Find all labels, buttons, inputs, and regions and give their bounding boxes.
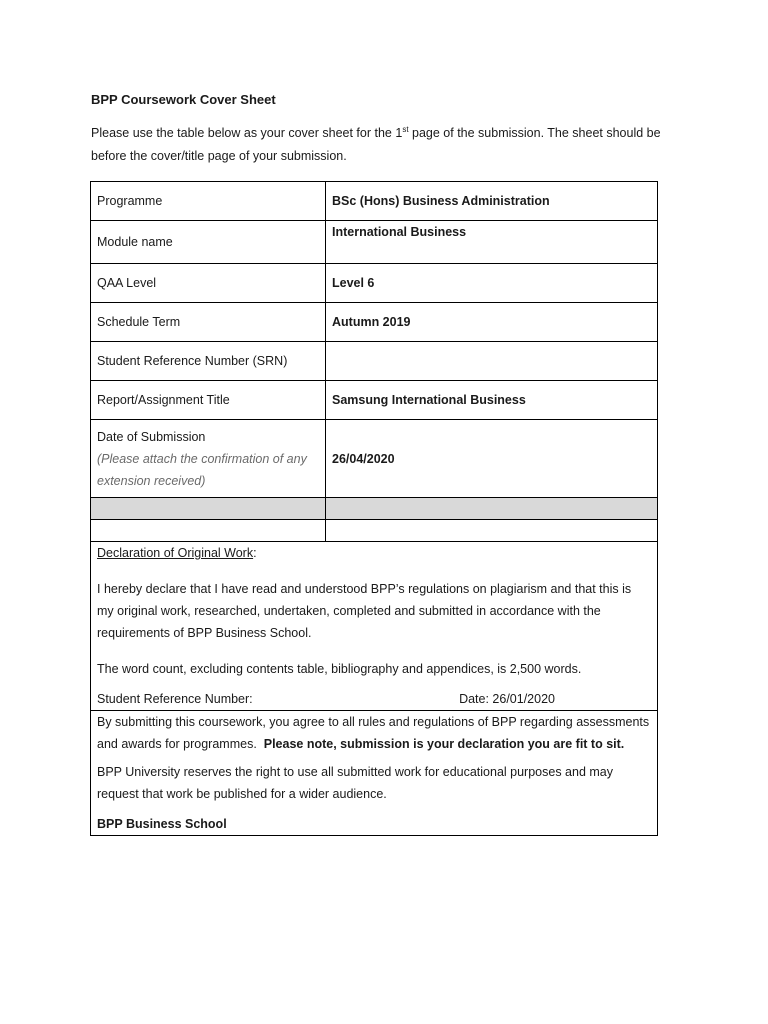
schedule-term-label: Schedule Term (91, 303, 326, 342)
terms-paragraph (97, 711, 651, 755)
row-terms (91, 711, 658, 836)
terms-text: By submitting this coursework, you agree to all rules and regulations of BPP regarding assessments and awards for programmes. (97, 715, 650, 751)
terms-cell (91, 711, 658, 836)
row-srn (91, 342, 658, 381)
row-programme (91, 182, 658, 221)
intro-text-2: page of the submission. The sheet should be before the cover/title page of your submission. (91, 126, 661, 163)
intro-paragraph (91, 122, 671, 168)
declaration-heading: Declaration of Original Work (97, 546, 254, 560)
module-name-label: Module name (91, 221, 326, 264)
srn-signature-label: Student Reference Number: (97, 692, 253, 706)
programme-label: Programme (91, 182, 326, 221)
intro-superscript: st (402, 124, 409, 134)
declaration-text: I hereby declare that I have read and understood BPP’s regulations on plagiarism and that this is my original work, researched, undertaken, completed and submitted in accordance with the requirements of BPP Business School. (97, 582, 632, 640)
blank-cell-right (326, 520, 658, 542)
extension-note: (Please attach the confirmation of any extension received) (97, 451, 307, 488)
declaration-heading-colon: : (253, 546, 257, 560)
signature-row (97, 688, 651, 710)
school-name: BPP Business School (97, 817, 227, 831)
declaration-date: Date: 26/01/2020 (459, 692, 555, 706)
srn-value (326, 342, 658, 381)
assignment-title-label: Report/Assignment Title (91, 381, 326, 420)
row-module-name (91, 221, 658, 264)
programme-value: BSc (Hons) Business Administration (326, 182, 658, 221)
assignment-title-value: Samsung International Business (326, 381, 658, 420)
cover-sheet-table (90, 181, 658, 836)
terms-bold-text: Please note, submission is your declaration you are fit to sit. (263, 737, 625, 751)
row-declaration (91, 542, 658, 711)
schedule-term-value: Autumn 2019 (326, 303, 658, 342)
row-date-of-submission (91, 420, 658, 498)
row-assignment-title (91, 381, 658, 420)
page-title: BPP Coursework Cover Sheet (91, 92, 276, 107)
word-count-text: The word count, excluding contents table, bibliography and appendices, is 2,500 words. (97, 662, 582, 676)
blank-row (91, 520, 658, 542)
declaration-cell (91, 542, 658, 711)
srn-label: Student Reference Number (SRN) (91, 342, 326, 381)
date-of-submission-value: 26/04/2020 (326, 420, 658, 498)
module-name-value: International Business (326, 221, 658, 264)
row-schedule-term (91, 303, 658, 342)
grey-cell-right (326, 498, 658, 520)
grey-cell-left (91, 498, 326, 520)
usage-rights-text: BPP University reserves the right to use all submitted work for educational purposes and may request that work be published for a wider audience. (97, 765, 613, 801)
date-of-submission-label: Date of Submission (97, 429, 206, 444)
qaa-level-label: QAA Level (91, 264, 326, 303)
intro-text-1: Please use the table below as your cover sheet for the 1 (91, 126, 403, 140)
qaa-level-value: Level 6 (326, 264, 658, 303)
row-qaa-level (91, 264, 658, 303)
blank-cell-left (91, 520, 326, 542)
grey-separator-row (91, 498, 658, 520)
date-of-submission-cell (91, 420, 326, 498)
